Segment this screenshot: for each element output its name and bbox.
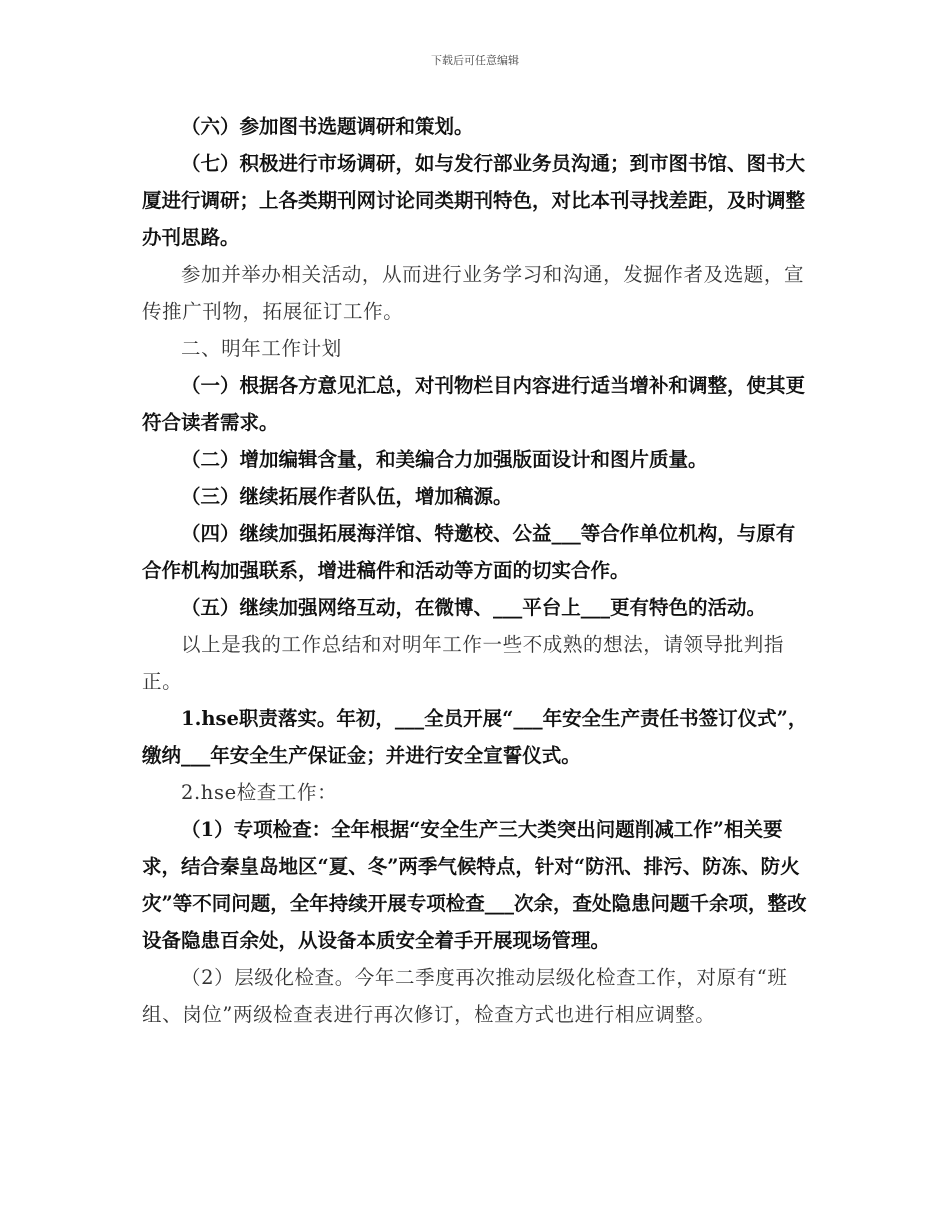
closing-paragraph: 以上是我的工作总结和对明年工作一些不成熟的想法，请领导批判指正。 <box>142 633 785 693</box>
plan-item-5: （五）继续加强网络互动，在微博、___平台上___更有特色的活动。 <box>181 596 767 619</box>
page-header: 下载后可任意编辑 <box>431 54 519 67</box>
paragraph-item-6: （六）参加图书选题调研和策划。 <box>181 115 474 138</box>
plan-item-2: （二）增加编辑含量，和美编合力加强版面设计和图片质量。 <box>181 448 708 471</box>
hse-item-1: 1.hse职责落实。年初，___全员开展“___年安全生产责任书签订仪式”，缴纳___年安全生产保证金；并进行安全宣誓仪式。 <box>142 707 808 767</box>
section-heading-next-year-plan: 二、明年工作计划 <box>181 337 342 360</box>
paragraph-item-7: （七）积极进行市场调研，如与发行部业务员沟通；到市图书馆、图书大厦进行调研；上各类期刊网讨论同类期刊特色，对比本刊寻找差距，及时调整办刊思路。 <box>142 152 806 249</box>
document-body <box>142 108 812 1033</box>
paragraph-activities: 参加并举办相关活动，从而进行业务学习和沟通，发掘作者及选题，宣传推广刊物，拓展征订工作。 <box>142 263 805 323</box>
hse-item-2-heading: 2.hse检查工作： <box>181 781 338 804</box>
plan-item-4: （四）继续加强拓展海洋馆、特邀校、公益___等合作单位机构，与原有合作机构加强联系，增进稿件和活动等方面的切实合作。 <box>142 522 796 582</box>
hse-check-item-2: （2）层级化检查。今年二季度再次推动层级化检查工作，对原有“班组、岗位”两级检查表进行再次修订，检查方式也进行相应调整。 <box>142 966 788 1026</box>
hse-check-item-1: （1）专项检查：全年根据“安全生产三大类突出问题削减工作”相关要求，结合秦皇岛地区“夏、冬”两季气候特点，针对“防汛、排污、防冻、防火灾”等不同问题，全年持续开展专项检查___次余，查处隐患问题千余项，整改设备隐患百余处，从设备本质安全着手开展现场管理。 <box>142 818 807 952</box>
plan-item-1: （一）根据各方意见汇总，对刊物栏目内容进行适当增补和调整，使其更符合读者需求。 <box>142 374 806 434</box>
plan-item-3: （三）继续拓展作者队伍，增加稿源。 <box>181 485 513 508</box>
